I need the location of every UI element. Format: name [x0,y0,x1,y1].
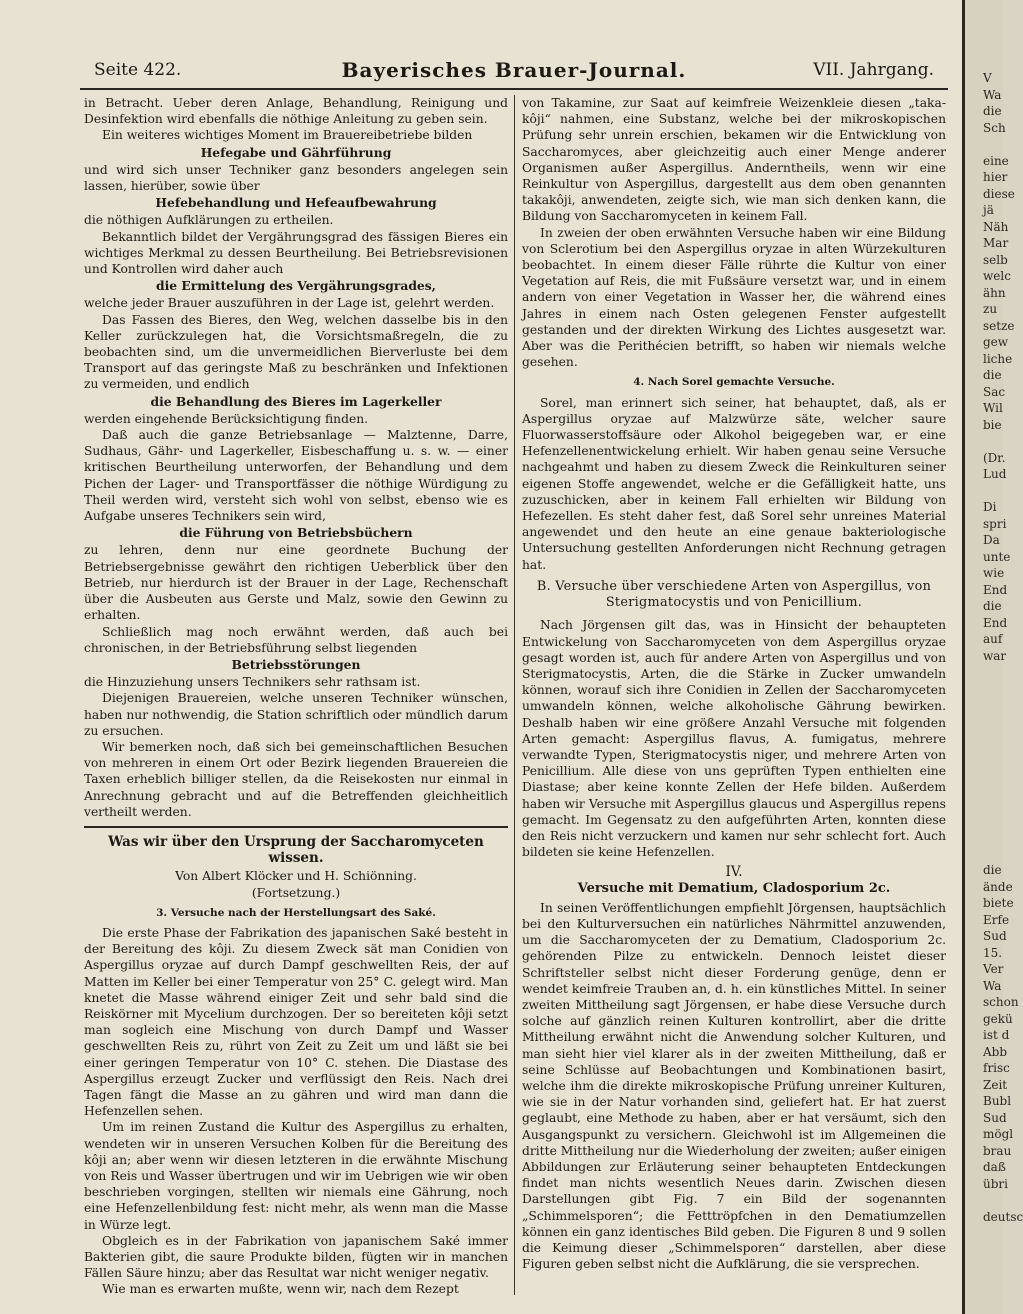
adjacent-page-fragment [965,697,1003,714]
adjacent-page-fragment: eine [983,153,1009,168]
paragraph: Wir bemerken noch, daß sich bei gemeinschaftlichen Besuchen von mehreren in einem Ort oder Bezirk liegenden Brauereien die Taxen erheblich billiger stellen, da die Reisekosten nur einmal in Anrechnung gebracht und auf die Betreffenden gleichheitlich vertheilt werden. [84,739,508,819]
paragraph: Daß auch die ganze Betriebsanlage — Malztenne, Darre, Sudhaus, Gähr- und Lagerkeller, Eisbeschaffung u. s. w. — einer kritischen Beurtheilung unterworfen, der Behandlung und dem Pichen der Lager- und Transportfässer die nöthige Würdigung zu Theil werden wird, versteht sich wohl von selbst, ebenso wie es Aufgabe unseres Technikers sein wird, [84,428,508,524]
adjacent-page-fragment: Sch [983,120,1006,135]
adjacent-page-fragment: daß [983,1160,1006,1174]
paragraph: Sorel, man erinnert sich seiner, hat behauptet, daß, als er Aspergillus oryzae auf Malzwürze säte, welcher saure Fluorwasserstoffsäure oder Alkohol beigegeben war, er eine Hefenzellenentwickelung erhielt. Wir haben genau seine Versuche nachgeahmt und haben zu diesem Zweck die Reinkulturen seiner eigenen Stoffe angewendet, welche er die Gefälligkeit hatte, uns zuzuschicken, aber in keinem Fall erhielten wir Bildung von Hefezellen. Es steht daher fest, daß Sorel sehr unreines Material angewendet und den heute an eine genaue bakteriologische Untersuchung gestellten Anforderungen nicht Rechnung getragen hat. [522,395,946,572]
bold-heading: die Behandlung des Bieres im Lagerkeller [150,393,442,409]
adjacent-page-fragment [965,1192,1003,1209]
adjacent-page-fragment: mögl [983,1127,1014,1141]
adjacent-page-fragment [965,846,1003,863]
bold-heading: Betriebsstörungen [231,656,361,672]
adjacent-page-fragment: wie [983,566,1005,580]
adjacent-page-fragment: ist d [983,1028,1010,1042]
paragraph: In seinen Veröffentlichungen empfiehlt Jörgensen, hauptsächlich bei den Kulturversuchen ein natürliches Nährmittel anzuwenden, um die Saccharomyceten der zu Dematium, Cladosporium 2c. gehörenden Pilze zu entwickeln. Dennoch leistet dieser Schriftsteller selbst nicht dieser Forderung genüge, denn er wendet keimfreie Trauben an, d. h. ein künstliches Mittel. In seiner zweiten Mittheilung sagt Jörgensen, er habe diese Versuche durch solche auf gänzlich reinen Kulturen kontrollirt, aber die dritte Mittheilung erwähnt nicht die Anwendung solcher Kulturen, und man sieht hier viel klarer als in der zweiten Mittheilung, daß er seine Schlüsse auf Beobachtungen und Kombinationen basirt, welche ihm die direkte mikroskopische Prüfung unreiner Kulturen, wie sie in der Natur vorhanden sind, geliefert hat. Er hat zuerst geglaubt, eine Methode zu haben, aber er hat versäumt, sich den Ausgangspunkt zu versichern. Gleichwohl ist im Allgemeinen die dritte Mittheilung nur die Wiederholung der zweiten; außer einigen Abbildungen zur Erläuterung seiner behaupteten Entdeckungen findet man nichts wesentlich Neues darin. Zwischen diesen Darstellungen gibt Fig. 7 ein Bild der sogenannten „Schimmelsporen“; die Fetttröpfchen in den Dematiumzellen können ein ganz identisches Bild geben. Die Figuren 8 und 9 sollen die Keimung dieser „Schimmelsporen“ darstellen, aber diese Figuren geben selbst nicht die Aufklärung, die sie versprechen. [522,900,946,1272]
adjacent-page-fragment: Wil [983,401,1003,415]
adjacent-page-fragment: zu [983,302,998,316]
adjacent-page-fragment: (Dr. [983,450,1006,465]
adjacent-page-fragment: Lud [983,467,1007,481]
adjacent-page-fragment: spri [983,516,1007,531]
adjacent-page-fragment [965,664,1003,681]
adjacent-page-fragment [965,747,1003,764]
adjacent-page-fragment: Bubl [983,1094,1012,1108]
paragraph: welche jeder Brauer auszuführen in der Lage ist, gelehrt werden. [84,296,495,311]
adjacent-page-fragment [965,136,1003,153]
paragraph: Wie man es erwarten mußte, wenn wir, nach dem Rezept [102,1282,459,1297]
paragraph: von Takamine, zur Saat auf keimfreie Weizenkleie diesen „taka-kôji“ nahmen, eine Substanz, welche bei der mikroskopischen Prüfung sehr unrein erschien, bekamen wir die Entwicklung von Saccharomyces, aber gleichzeitig auch einer Menge anderer Organismen außer Aspergillus. Anderntheils, wenn wir eine Reinkultur von Aspergillus, dargestellt aus dem oben genannten takakôji, anwendeten, zeigte sich, wie man sich denken kann, die Bildung von Saccharomyceten in keinem Fall. [522,96,946,224]
section-number: IV. [725,864,743,881]
paragraph: und wird sich unser Techniker ganz besonders angelegen sein lassen, hierüber, sowie über [84,162,508,194]
adjacent-page-fragment [965,796,1003,813]
adjacent-page-fragment: liche [983,351,1013,366]
journal-title: Bayerisches Brauer-Journal. [341,58,687,82]
bold-heading: die Ermittelung des Vergährungsgrades, [156,278,436,294]
adjacent-page-fragment: die [983,863,1002,877]
paragraph: Schließlich mag noch erwähnt werden, daß auch bei chronischen, in der Betriebsführung selbst liegenden [84,624,508,655]
volume-label: VII. Jahrgang. [813,60,934,80]
adjacent-page-fragment [965,813,1003,830]
adjacent-page-fragment: biete [983,896,1014,910]
article-byline: Von Albert Klöcker und H. Schiönning. [175,869,417,884]
right-column [522,95,946,1272]
paragraph: Die erste Phase der Fabrikation des japanischen Saké besteht in der Bereitung des kôji. Zu diesem Zweck sät man Conidien von Aspergillus oryzae auf durch Dampf geschwellten Reis, der auf Matten im Keller bei einer Temperatur von 25° C. gelegt wird. Man knetet die Masse während einiger Zeit und sehr bald sind die Reiskörner mit Mycelium durchzogen. Der so bereiteten kôji setzt man sogleich eine Mischung von durch Dampf und Wasser geschwellten Reis zu, rührt von Zeit zu Zeit um und läßt sie bei einer geringen Temperatur von 10° C. stehen. Die Diastase des Aspergillus erzeugt Zucker und verflüssigt den Reis. Nach drei Tagen fängt die Masse an zu gähren und wird man dann die Hefenzellen sehen. [84,925,508,1119]
adjacent-page-fragment [965,714,1003,731]
adjacent-page-fragment: Ver [983,962,1004,976]
adjacent-page-fragment [965,483,1003,500]
left-column [84,95,508,1298]
paragraph: In zweien der oben erwähnten Versuche haben wir eine Bildung von Sclerotium bei den Aspergillus oryzae in alten Würzekulturen beobachtet. In einem dieser Fälle rührte die Kultur von einer Vegetation auf Reis, die mit Fußsäure versetzt war, und in einem andern von einer Vegetation in Wasser her, die während eines Jahres in einem nach Osten gelegenen Fenster aufgestellt gestanden und der direkten Wirkung des Lichtes ausgesetzt war. Aber was die Perithécien betrifft, so haben wir niemals welche gesehen. [522,225,946,370]
adjacent-page-fragment: hier [983,170,1008,184]
adjacent-page-edge [962,0,1023,1314]
paragraph: Nach Jörgensen gilt das, was in Hinsicht der behaupteten Entwickelung von Saccharomyceten von dem Aspergillus oryzae gesagt worden ist, auch für andere Arten von Aspergillus und von Sterigmatocystis, Arten, die die Stärke in Zucker umwandeln können, worauf sich ihre Conidien in Zellen der Saccharomyceten umwandeln können, welche alkoholische Gährung bewirken. Deshalb haben wir eine größere Anzahl Versuche mit folgenden Arten gemacht: Aspergillus flavus, A. fumigatus, mehrere verwandte Typen, Sterigmatocystis niger, und mehrere Arten von Penicillium. Alle diese von uns geprüften Typen enthielten eine Diastase; aber keine konnte Zellen der Hefe bilden. Außerdem haben wir Versuche mit Aspergillus glaucus und Aspergillus repens gemacht. Im Gegensatz zu den aufgeführten Arten, konnten diese den Reis nicht verzuckern und kamen nur sehr schlecht fort. Auch bildeten sie keine Hefenzellen. [522,618,946,860]
adjacent-page-fragment [965,829,1003,846]
adjacent-page-fragment: Mar [983,236,1009,250]
adjacent-page-fragment: End [983,582,1008,597]
paragraph: werden eingehende Berücksichtigung finden. [84,411,369,426]
adjacent-page-fragment: die [983,599,1002,613]
paragraph: Das Fassen des Bieres, den Weg, welchen dasselbe bis in den Keller zurückzulegen hat, die Vorsichtsmaßregeln, die zu beobachten sind, um die unvermeidlichen Bierverluste bei dem Transport auf das geringste Maß zu beschränken und Infektionen zu vermeiden, und endlich [84,312,508,392]
adjacent-page-fragment [965,433,1003,450]
adjacent-page-fragment: die [983,368,1002,382]
paragraph: die nöthigen Aufklärungen zu ertheilen. [84,213,334,228]
adjacent-page-fragment: diese [983,186,1015,201]
adjacent-page-fragment: gew [983,335,1009,349]
paragraph: Ein weiteres wichtiges Moment im Brauereibetriebe bilden [102,128,473,143]
page-number: Seite 422. [94,60,182,80]
adjacent-page-fragment: ähn [983,285,1006,300]
continuation-note: (Fortsetzung.) [251,885,341,900]
adjacent-page-fragment: war [983,648,1007,663]
adjacent-page-fragment: Abb [983,1044,1008,1059]
adjacent-page-fragment: Näh [983,219,1009,234]
adjacent-page-fragment: 15. [983,945,1003,960]
adjacent-page-fragment: auf [983,632,1003,646]
paragraph: die Hinzuziehung unsers Technikers sehr rathsam ist. [84,675,421,690]
section-heading: B. Versuche über verschiedene Arten von Aspergillus, von Sterigmatocystis und von Penicillium. [536,578,932,611]
adjacent-page-fragment: übri [983,1176,1008,1191]
adjacent-page-fragment: gekü [983,1011,1013,1026]
adjacent-page-fragment [965,780,1003,797]
adjacent-page-fragment: brau [983,1143,1012,1158]
adjacent-page-fragment: Sac [983,384,1006,399]
adjacent-page-fragment: ände [983,879,1013,894]
adjacent-page-fragment: Sud [983,1110,1007,1125]
adjacent-page-fragment: Erfe [983,912,1010,927]
paragraph: in Betracht. Ueber deren Anlage, Behandlung, Reinigung und Desinfektion wird ebenfalls die nöthige Anleitung zu geben sein. [84,96,508,127]
adjacent-page-fragment [965,681,1003,698]
adjacent-page-fragment: setze [983,318,1015,333]
paragraph: zu lehren, denn nur eine geordnete Buchung der Betriebsergebnisse gewährt den richtigen Ueberblick über den Betrieb, nur hierdurch ist der Brauer in der Lage, Rechenschaft über die Ausbeuten aus Gerste und Malz, sowie den Gewinn zu erhalten. [84,543,508,623]
adjacent-page-fragment: V [983,71,992,85]
bold-heading: Hefebehandlung und Hefeaufbewahrung [155,195,437,211]
adjacent-page-fragment: jä [983,203,994,217]
adjacent-page-fragment: Da [983,533,1000,547]
column-divider [514,95,515,1295]
section-title: Versuche mit Dematium, Cladosporium 2c. [577,880,891,896]
paragraph: Diejenigen Brauereien, welche unseren Techniker wünschen, haben nur nothwendig, die Station schriftlich oder mündlich darum zu ersuchen. [84,691,508,738]
adjacent-page-fragment: Zeit [983,1077,1008,1092]
paragraph: Bekanntlich bildet der Vergährungsgrad des fässigen Bieres ein wichtiges Merkmal zu dessen Beurtheilung. Bei Betriebsrevisionen und Kontrollen wird daher auch [84,229,508,277]
subsection-heading: 4. Nach Sorel gemachte Versuche. [633,376,835,389]
adjacent-page-fragment: bie [983,417,1002,432]
adjacent-page-fragment [965,730,1003,747]
paragraph: Obgleich es in der Fabrikation von japanischem Saké immer Bakterien gibt, die saure Produkte bilden, fügten wir in manchen Fällen Säure hinzu; aber das Resultat war nicht weniger negativ. [84,1233,508,1281]
adjacent-page-fragment: Wa [983,978,1002,993]
section-rule [84,826,508,828]
adjacent-page-text [965,0,1023,1225]
adjacent-page-fragment: unte [983,549,1011,564]
adjacent-page-fragment: die [983,104,1002,118]
page-header [80,54,948,90]
adjacent-page-fragment: Wa [983,87,1002,102]
adjacent-page-fragment [965,763,1003,780]
adjacent-page-fragment: frisc [983,1061,1010,1075]
bold-heading: die Führung von Betriebsbüchern [179,525,413,541]
adjacent-page-fragment: Di [983,500,997,514]
adjacent-page-fragment: schon [983,995,1019,1009]
adjacent-page-fragment: End [983,615,1008,630]
article-title: Was wir über den Ursprung der Saccharomyceten wissen. [108,833,484,867]
bold-heading: Hefegabe und Gährführung [200,144,392,160]
adjacent-page-fragment: welc [983,269,1011,283]
subsection-heading: 3. Versuche nach der Herstellungsart des Saké. [156,906,436,919]
adjacent-page-fragment: deutsc [983,1209,1023,1224]
paragraph: Um im reinen Zustand die Kultur des Aspergillus zu erhalten, wendeten wir in unseren Versuchen Kolben für die Bereitung des kôji an; aber wenn wir diesen letzteren in die erwähnte Mischung von Reis und Wasser übertrugen und wir im Uebrigen wie wir oben beschrieben vorgingen, stellten wir niemals eine Gährung, noch eine Hefenzellenbildung fest: nicht mehr, als wenn man die Masse in Würze legt. [84,1120,508,1232]
adjacent-page-fragment: selb [983,252,1008,267]
adjacent-page-fragment: Sud [983,929,1007,943]
